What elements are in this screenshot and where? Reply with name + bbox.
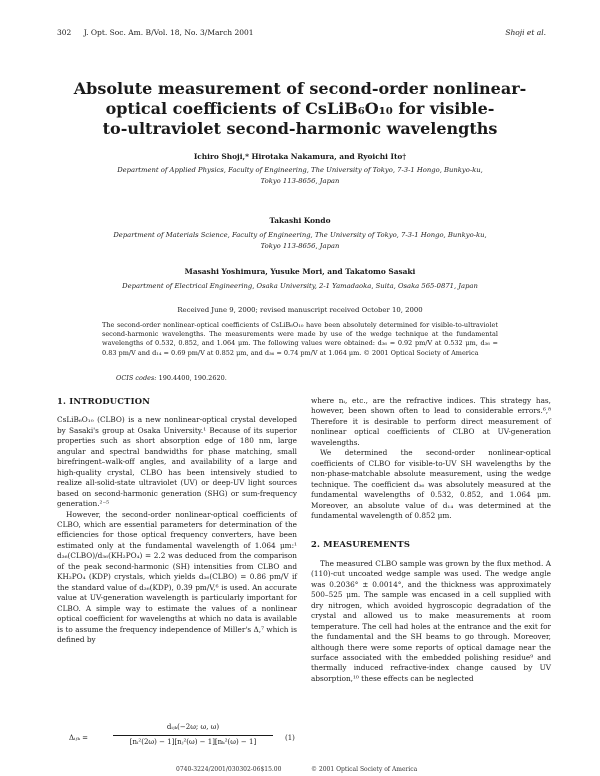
equation-1	[57, 723, 297, 757]
author-names: Takashi Kondo	[269, 216, 331, 225]
section-heading-measurements: 2. MEASUREMENTS	[311, 539, 411, 550]
affiliation-line: Department of Materials Science, Faculty of Engineering, The University of Tokyo, 7-3-1 Hongo, Bunkyo-ku,	[113, 231, 487, 239]
equation-lhs: Δᵢⱼₖ =	[69, 734, 88, 742]
paragraph: The measured CLBO sample was grown by the flux method. A (110)-cut uncoated wedge sample was used. The wedge angle was 0.2036° ± 0.0014°, and the thickness was approximately 500–525 μm. The sample was encased in a cell supplied with dry nitrogen, which avoided hygroscopic degradation of the crystal and allowed us to make measurements at room temperature. The cell had holes at the entrance and the exit for the fundamental and the SH beams to go through. Moreover, although there were some reports of optical damage near the surface associated with the embedded polishing residue⁹ and thermally induced refractive-index change caused by UV absorption,¹⁰ these effects can be neglected	[311, 558, 551, 683]
affiliation	[50, 230, 550, 252]
title-line-3: to-ultraviolet second-harmonic wavelengths	[102, 119, 498, 138]
left-column	[57, 396, 297, 645]
ocis-codes	[116, 374, 227, 382]
title-line-2: optical coefficients of CsLiB₆O₁₀ for visible-	[105, 99, 495, 118]
affiliation-line: Tokyo 113-8656, Japan	[260, 242, 340, 250]
ocis-values: 190.4400, 190.2620.	[158, 374, 227, 382]
running-header	[57, 28, 264, 37]
author-names: Ichiro Shoji,* Hirotaka Nakamura, and Ryoichi Ito†	[193, 152, 407, 161]
article-code: 0740-3224/2001/030302-06$15.00	[176, 766, 282, 773]
running-author: Shoji et al.	[505, 28, 546, 37]
fraction-bar	[113, 735, 273, 736]
affiliation	[50, 281, 550, 292]
affiliation-line: Tokyo 113-8656, Japan	[260, 177, 340, 185]
equation-number: (1)	[285, 734, 295, 742]
paragraph: We determined the second-order nonlinear-optical coefficients of CLBO for visible-to-UV SH wavelengths by the non-phase-matchable absolute measurement, using the wedge technique. The coefficient d₃₆ was absolutely measured at the fundamental wavelengths of 0.532, 0.852, and 1.064 μm. Moreover, an absolute value of d₁₄ was determined at the fundamental wavelength of 0.852 μm.	[311, 448, 551, 520]
affiliation	[50, 165, 550, 187]
abstract-text: The second-order nonlinear-optical coefficients of CsLiB₆O₁₀ have been absolutely determined for visible-to-ultraviolet second-harmonic wavelengths. The measurements were made by use of the wedge technique at the fundamental wavelengths of 0.532, 0.852, and 1.064 μm. The following values were obtained: d₃₆ = 0.92 pm/V at 0.532 μm, d₃₆ = 0.83 pm/V and d₁₄ = 0.69 pm/V at 0.852 μm, and d₃₆ = 0.74 pm/V at 1.064 μm. © 2001 Optical Society of America	[102, 321, 498, 357]
affiliation-line: Department of Applied Physics, Faculty of Engineering, The University of Tokyo, 7-3-1 Hongo, Bunkyo-ku,	[117, 166, 483, 174]
equation-denominator: [nᵢ²(2ω) − 1][nⱼ²(ω) − 1][nₖ²(ω) − 1]	[129, 738, 257, 746]
ocis-label: OCIS codes:	[116, 374, 157, 382]
copyright: © 2001 Optical Society of America	[311, 766, 418, 773]
right-column	[311, 396, 551, 684]
section-spacer	[311, 521, 551, 539]
equation-numerator: dᵢⱼₖ(−2ω; ω, ω)	[166, 723, 220, 731]
title-line-1: Absolute measurement of second-order nonlinear-	[73, 79, 527, 98]
received-dates: Received June 9, 2000; revised manuscript received October 10, 2000	[177, 306, 423, 314]
paragraph: where nᵢ, etc., are the refractive indices. This strategy has, however, been shown often to lead to considerable errors.⁶,⁸ Therefore it is desirable to perform direct measurement of nonlinear optical coefficients of CLBO at UV-generation wavelengths.	[311, 396, 551, 447]
journal-citation: J. Opt. Soc. Am. B/Vol. 18, No. 3/March 2001	[83, 28, 254, 37]
page-number: 302	[57, 28, 72, 37]
author-names: Masashi Yoshimura, Yusuke Mori, and Takatomo Sasaki	[184, 267, 416, 276]
section-heading-introduction: 1. INTRODUCTION	[57, 396, 151, 406]
paragraph: CsLiB₆O₁₀ (CLBO) is a new nonlinear-optical crystal developed by Sasaki's group at Osaka University.¹ Because of its superior properties such as short absorption edge of 180 nm, large angular and spectral bandwidths for phase matching, small birefringent–walk-off angles, and availability of a large and high-quality crystal, CLBO has been intensively studied to realize all-solid-state ultraviolet (UV) or deep-UV light sources based on second-harmonic generation (SHG) or sum-frequency generation.²⁻⁵	[57, 415, 297, 509]
affiliation-line: Department of Electrical Engineering, Osaka University, 2-1 Yamadaoka, Suita, Osaka 565-0871, Japan	[122, 282, 478, 290]
paragraph: However, the second-order nonlinear-optical coefficients of CLBO, which are essential parameters for determination of the efficiencies for those optical frequency converters, have been estimated only at the fundamental wavelength of 1.064 μm:¹ d₃₆(CLBO)/d₃₆(KH₂PO₄) = 2.2 was deduced from the comparison of the peak second-harmonic (SH) intensities from CLBO and KH₂PO₄ (KDP) crystals, which yields d₃₆(CLBO) = 0.86 pm/V if the standard value of d₃₆(KDP), 0.39 pm/V,⁶ is used. An accurate value at UV-generation wavelength is particularly important for CLBO. A simple way to estimate the values of a nonlinear optical coefficient for wavelengths at which no data is available is to assume the frequency independence of Miller's Δ,⁷ which is defined by	[57, 509, 297, 644]
abstract	[102, 321, 498, 358]
paper-title	[60, 79, 540, 139]
